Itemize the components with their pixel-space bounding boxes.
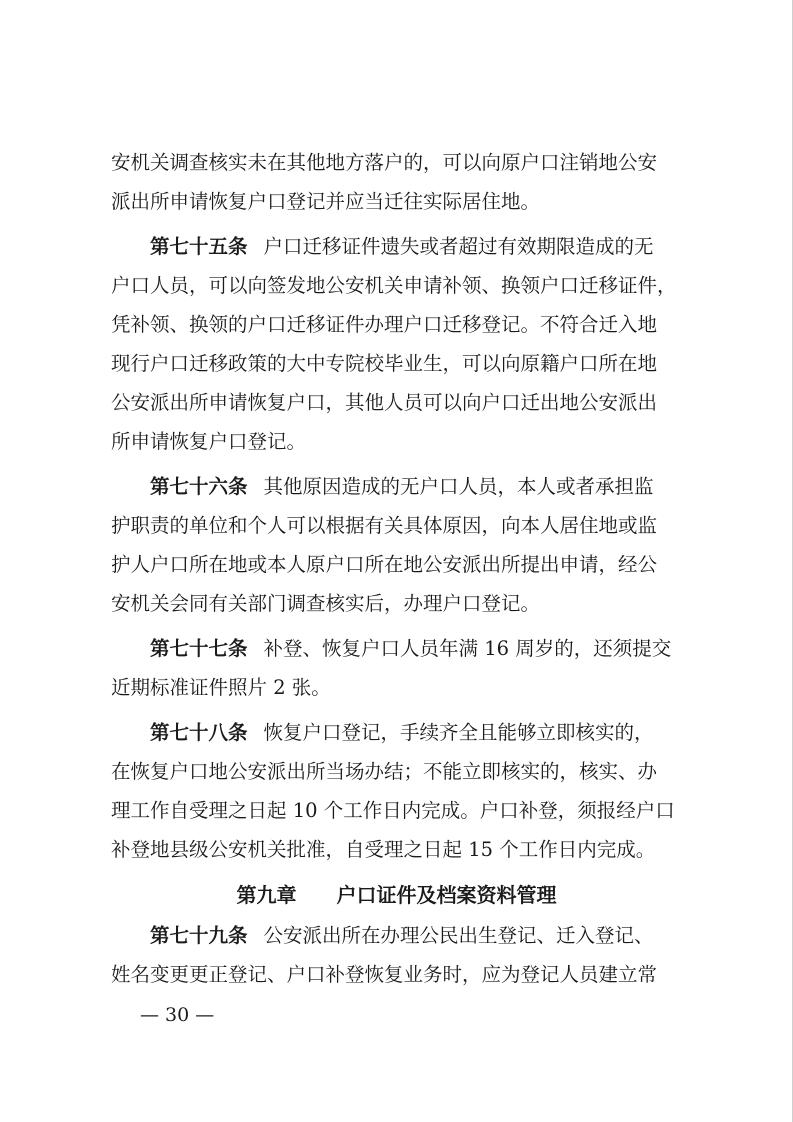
text-line: 所申请恢复户口登记。 xyxy=(111,430,307,453)
text-line: 姓名变更更正登记、户口补登恢复业务时，应为登记人员建立常 xyxy=(111,963,658,986)
text-line: 护人户口所在地或本人原户口所在地公安派出所提出申请，经公 xyxy=(111,553,658,576)
article-78-first-line xyxy=(150,719,654,747)
article-76-first-line xyxy=(150,473,654,501)
article-79-first-line xyxy=(150,922,654,950)
text-line: 近期标准证件照片 2 张。 xyxy=(111,676,331,699)
text-line: 户口人员，可以向签发地公安机关申请补领、换领户口迁移证件， xyxy=(111,274,677,297)
text-run: 恢复户口登记，手续齐全且能够立即核实的， xyxy=(263,721,654,744)
text-line: 派出所申请恢复户口登记并应当迁往实际居住地。 xyxy=(111,190,541,213)
page-number: — 30 — xyxy=(140,1004,215,1026)
article-75-first-line xyxy=(150,233,654,261)
article-77-heading: 第七十七条 xyxy=(150,637,248,660)
text-line: 安机关会同有关部门调查核实后，办理户口登记。 xyxy=(111,592,541,615)
text-run: 其他原因造成的无户口人员，本人或者承担监 xyxy=(263,475,654,498)
article-76-heading: 第七十六条 xyxy=(150,475,248,498)
article-78-heading: 第七十八条 xyxy=(150,721,248,744)
text-line: 在恢复户口地公安派出所当场办结；不能立即核实的，核实、办 xyxy=(111,760,658,783)
text-line: 安机关调查核实未在其他地方落户的，可以向原户口注销地公安 xyxy=(111,151,658,174)
text-line: 补登地县级公安机关批准，自受理之日起 15 个工作日内完成。 xyxy=(111,838,656,861)
text-line: 公安派出所申请恢复户口，其他人员可以向户口迁出地公安派出 xyxy=(111,391,658,414)
text-line: 现行户口迁移政策的大中专院校毕业生，可以向原籍户口所在地 xyxy=(111,352,658,375)
text-run: 补登、恢复户口人员年满 16 周岁的，还须提交 xyxy=(263,637,672,660)
chapter-heading xyxy=(0,881,793,909)
text-line: 理工作自受理之日起 10 个工作日内完成。户口补登，须报经户口 xyxy=(111,799,675,822)
text-line: 护职责的单位和个人可以根据有关具体原因，向本人居住地或监 xyxy=(111,514,658,537)
article-79-heading: 第七十九条 xyxy=(150,924,248,947)
text-run: 户口迁移证件遗失或者超过有效期限造成的无 xyxy=(263,235,654,258)
chapter-number: 第九章 xyxy=(236,883,297,907)
chapter-title: 户口证件及档案资料管理 xyxy=(336,883,557,907)
article-77-first-line xyxy=(150,635,671,663)
text-line: 凭补领、换领的户口迁移证件办理户口迁移登记。不符合迁入地 xyxy=(111,313,658,336)
article-75-heading: 第七十五条 xyxy=(150,235,248,258)
text-run: 公安派出所在办理公民出生登记、迁入登记、 xyxy=(263,924,654,947)
